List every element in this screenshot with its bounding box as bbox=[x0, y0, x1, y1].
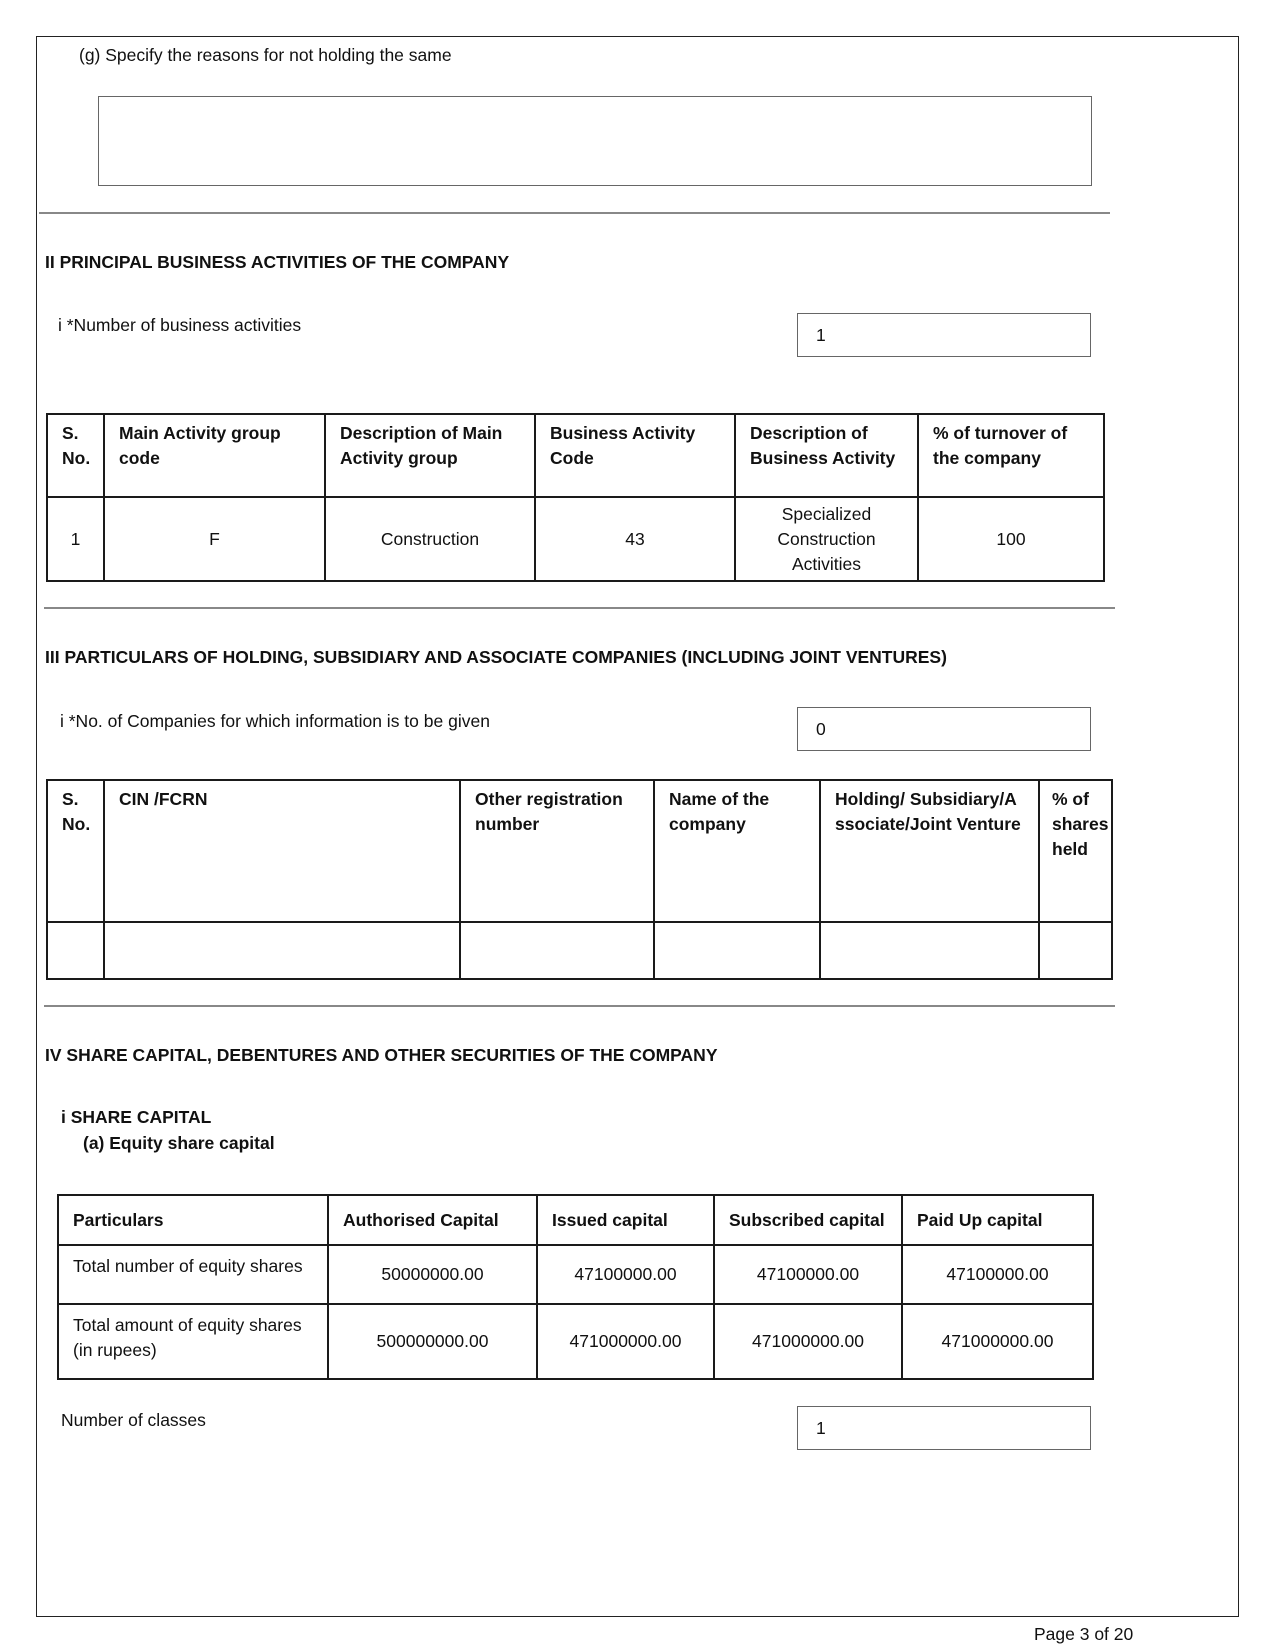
companies-count-label: i *No. of Companies for which information is to be given bbox=[60, 711, 490, 731]
cell-subscribed: 471000000.00 bbox=[714, 1304, 902, 1379]
section-divider bbox=[39, 212, 1110, 214]
business-activities-table bbox=[46, 413, 1105, 582]
col-header-sno: S. No. bbox=[47, 780, 104, 922]
cell-main-activity-desc: Construction bbox=[325, 497, 535, 581]
section-divider bbox=[44, 1005, 1115, 1007]
companies-count-field[interactable]: 0 bbox=[797, 707, 1091, 751]
cell-paid-up: 471000000.00 bbox=[902, 1304, 1093, 1379]
number-of-classes-label: Number of classes bbox=[61, 1410, 206, 1430]
section-iv-title: IV SHARE CAPITAL, DEBENTURES AND OTHER SECURITIES OF THE COMPANY bbox=[45, 1045, 718, 1065]
col-header-subscribed: Subscribed capital bbox=[714, 1195, 902, 1245]
cell-sno: 1 bbox=[47, 497, 104, 581]
cell-business-activity-desc: Specialized Construction Activities bbox=[735, 497, 918, 581]
cell-particulars: Total amount of equity shares (in rupees) bbox=[58, 1304, 328, 1379]
col-header-authorised: Authorised Capital bbox=[328, 1195, 537, 1245]
cell-sno[interactable] bbox=[47, 922, 104, 979]
col-header-business-activity-desc: Description of Business Activity bbox=[735, 414, 918, 497]
cell-paid-up: 47100000.00 bbox=[902, 1245, 1093, 1304]
table-header-row bbox=[47, 414, 1104, 497]
number-of-classes-field[interactable]: 1 bbox=[797, 1406, 1091, 1450]
cell-other-registration[interactable] bbox=[460, 922, 654, 979]
col-header-relationship: Holding/ Subsidiary/Associate/Joint Venture bbox=[820, 780, 1039, 922]
table-row bbox=[58, 1245, 1093, 1304]
cell-issued: 471000000.00 bbox=[537, 1304, 714, 1379]
cell-particulars: Total number of equity shares bbox=[58, 1245, 328, 1304]
cell-cin-fcrn[interactable] bbox=[104, 922, 460, 979]
cell-authorised: 50000000.00 bbox=[328, 1245, 537, 1304]
table-row bbox=[47, 497, 1104, 581]
reasons-textarea[interactable] bbox=[98, 96, 1092, 186]
col-header-company-name: Name of the company bbox=[654, 780, 820, 922]
section-divider bbox=[44, 607, 1115, 609]
col-header-particulars: Particulars bbox=[58, 1195, 328, 1245]
col-header-business-activity-code: Business Activity Code bbox=[535, 414, 735, 497]
page-number: Page 3 of 20 bbox=[1034, 1624, 1134, 1644]
business-activities-count-label: i *Number of business activities bbox=[58, 315, 302, 335]
table-row bbox=[47, 922, 1112, 979]
cell-shares-pct[interactable] bbox=[1039, 922, 1112, 979]
section-ii-title: II PRINCIPAL BUSINESS ACTIVITIES OF THE COMPANY bbox=[45, 252, 510, 272]
table-header-row bbox=[47, 780, 1112, 922]
equity-share-capital-table bbox=[57, 1194, 1094, 1380]
section-iii-title: III PARTICULARS OF HOLDING, SUBSIDIARY AND ASSOCIATE COMPANIES (INCLUDING JOINT VENTURES) bbox=[45, 647, 947, 667]
cell-issued: 47100000.00 bbox=[537, 1245, 714, 1304]
cell-main-activity-code: F bbox=[104, 497, 325, 581]
cell-authorised: 500000000.00 bbox=[328, 1304, 537, 1379]
cell-business-activity-code: 43 bbox=[535, 497, 735, 581]
col-header-other-registration: Other registration number bbox=[460, 780, 654, 922]
equity-share-capital-subtitle: (a) Equity share capital bbox=[83, 1133, 275, 1153]
share-capital-subtitle: i SHARE CAPITAL bbox=[61, 1107, 212, 1127]
col-header-turnover-pct: % of turnover of the company bbox=[918, 414, 1104, 497]
cell-turnover-pct: 100 bbox=[918, 497, 1104, 581]
col-header-main-activity-code: Main Activity group code bbox=[104, 414, 325, 497]
col-header-shares-pct: % of shares held bbox=[1039, 780, 1112, 922]
cell-relationship[interactable] bbox=[820, 922, 1039, 979]
col-header-main-activity-desc: Description of Main Activity group bbox=[325, 414, 535, 497]
business-activities-count-field[interactable]: 1 bbox=[797, 313, 1091, 357]
col-header-sno: S. No. bbox=[47, 414, 104, 497]
col-header-cin-fcrn: CIN /FCRN bbox=[104, 780, 460, 922]
table-row bbox=[58, 1304, 1093, 1379]
col-header-issued: Issued capital bbox=[537, 1195, 714, 1245]
companies-table bbox=[46, 779, 1113, 980]
table-header-row bbox=[58, 1195, 1093, 1245]
reasons-label: (g) Specify the reasons for not holding the same bbox=[79, 45, 452, 65]
col-header-paid-up: Paid Up capital bbox=[902, 1195, 1093, 1245]
cell-company-name[interactable] bbox=[654, 922, 820, 979]
cell-subscribed: 47100000.00 bbox=[714, 1245, 902, 1304]
